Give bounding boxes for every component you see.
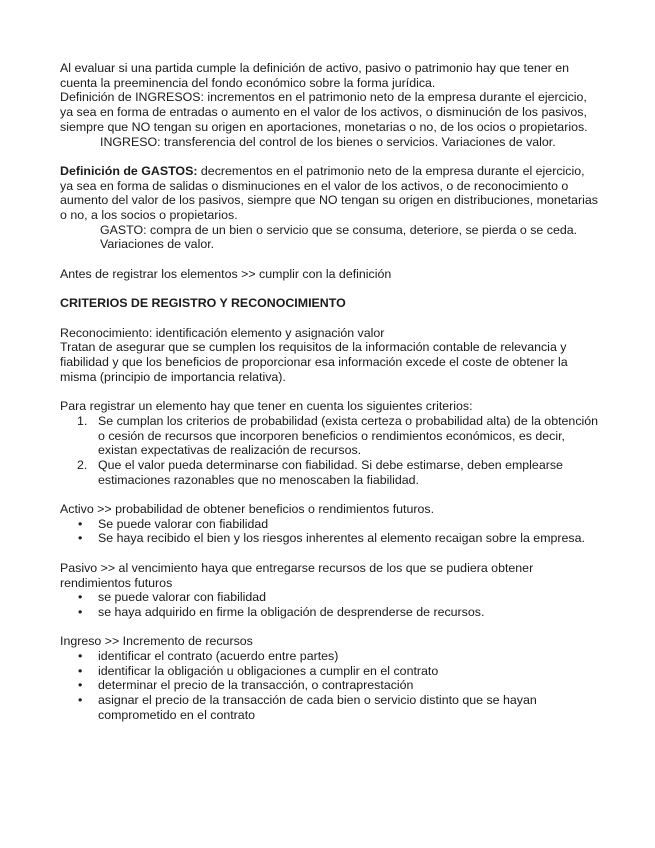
- paragraph-antes-registrar: Antes de registrar los elementos >> cumplir con la definición: [60, 266, 392, 281]
- bullet-icon: •: [78, 604, 83, 619]
- spacer: [60, 282, 600, 297]
- list-item: [60, 590, 600, 605]
- list-item-text: se puede valorar con fiabilidad: [98, 590, 267, 605]
- list-number: 1.: [77, 413, 88, 428]
- bullet-icon: •: [78, 516, 83, 531]
- ingreso-list: [60, 649, 600, 723]
- list-item: [60, 531, 600, 546]
- spacer: [60, 384, 600, 399]
- list-item: [60, 458, 600, 487]
- list-item-text: se haya adquirido en firme la obligación de desprenderse de recursos.: [98, 604, 485, 619]
- paragraph-fondo-economico: Al evaluar si una partida cumple la definición de activo, pasivo o patrimonio hay que tener en cuenta la preeminencia del fondo económico sobre la forma jurídica.: [60, 61, 570, 90]
- paragraph-ingreso: INGRESO: transferencia del control de los bienes o servicios. Variaciones de valor.: [100, 134, 556, 149]
- paragraph-activo: Activo >> probabilidad de obtener beneficios o rendimientos futuros.: [60, 502, 435, 516]
- list-item-text: identificar el contrato (acuerdo entre partes): [98, 649, 339, 663]
- list-item: [60, 605, 600, 620]
- list-item: [60, 414, 600, 458]
- list-item: [60, 678, 600, 693]
- spacer: [60, 620, 600, 635]
- activo-list: [60, 517, 600, 546]
- paragraph-gasto: GASTO: compra de un bien o servicio que se consuma, deteriore, se pierda o se ceda. Variaciones de valor.: [100, 222, 578, 252]
- paragraph-reconocimiento: Reconocimiento: identificación elemento y asignación valor: [60, 325, 385, 340]
- list-item-text: Que el valor pueda determinarse con fiabilidad. Si debe estimarse, deben emplearse estimaciones razonables que no menoscaben la fiabilidad.: [98, 457, 563, 487]
- paragraph-definicion-ingresos: Definición de INGRESOS: incrementos en el patrimonio neto de la empresa durante el ejercicio, ya sea en forma de entradas o aumento en el valor de los activos, o disminución de los pasivos, siempre que NO tengan su origen en aportaciones, monetarias o no, de los ocios o propietarios.: [60, 90, 588, 134]
- paragraph-criterios-intro: Para registrar un elemento hay que tener en cuenta los siguientes criterios:: [60, 399, 473, 414]
- list-item: [60, 664, 600, 679]
- spacer: [60, 311, 600, 326]
- section-heading: CRITERIOS DE REGISTRO Y RECONOCIMIENTO: [60, 296, 346, 311]
- spacer: [60, 546, 600, 561]
- list-number: 2.: [77, 457, 88, 472]
- list-item-text: Se puede valorar con fiabilidad: [98, 516, 269, 531]
- pasivo-list: [60, 590, 600, 619]
- gastos-text: decrementos en el patrimonio neto de la empresa durante el ejercicio, ya sea en forma de salidas o disminuciones en el valor de los activos, o de reconocimiento o aumento del valor de los pasivos, siempre que NO tengan su origen en distribuciones, monetarias o no, a los socios o propietarios.: [60, 163, 598, 223]
- bullet-icon: •: [78, 693, 83, 708]
- list-item-text: Se cumplan los criterios de probabilidad (exista certeza o probabilidad alta) de la obtención o cesión de recursos que incorporen beneficios o rendimientos económicos, es decir, existan expectativas de realización de recursos.: [98, 413, 599, 458]
- paragraph-pasivo: Pasivo >> al vencimiento haya que entregarse recursos de los que se pudiera obtener rendimientos futuros: [60, 560, 534, 590]
- spacer: [60, 487, 600, 502]
- criterios-list: [60, 414, 600, 488]
- list-item-text: determinar el precio de la transacción, o contraprestación: [98, 678, 414, 693]
- bullet-icon: •: [78, 531, 83, 546]
- bullet-icon: •: [78, 663, 83, 678]
- paragraph-definicion-gastos: [60, 164, 600, 223]
- paragraph-requisitos: Tratan de asegurar que se cumplen los requisitos de la información contable de relevancia y fiabilidad y que los beneficios de proporcionar esa información excede el coste de obtener la misma (principio de importancia relativa).: [60, 340, 568, 384]
- list-item-text: identificar la obligación u obligaciones a cumplir en el contrato: [98, 663, 439, 678]
- list-item: [60, 649, 600, 664]
- list-item-text: Se haya recibido el bien y los riesgos inherentes al elemento recaigan sobre la empresa.: [98, 531, 585, 546]
- gastos-label: Definición de GASTOS:: [60, 163, 198, 178]
- bullet-icon: •: [78, 649, 83, 663]
- spacer: [60, 252, 600, 267]
- list-item-text: asignar el precio de la transacción de cada bien o servicio distinto que se hayan comprometido en el contrato: [98, 693, 537, 722]
- list-item: [60, 693, 600, 722]
- bullet-icon: •: [78, 678, 83, 693]
- list-item: [60, 517, 600, 532]
- paragraph-ingreso-recursos: Ingreso >> Incremento de recursos: [60, 634, 253, 649]
- spacer: [60, 149, 600, 164]
- bullet-icon: •: [78, 590, 83, 605]
- document-page: [60, 61, 600, 723]
